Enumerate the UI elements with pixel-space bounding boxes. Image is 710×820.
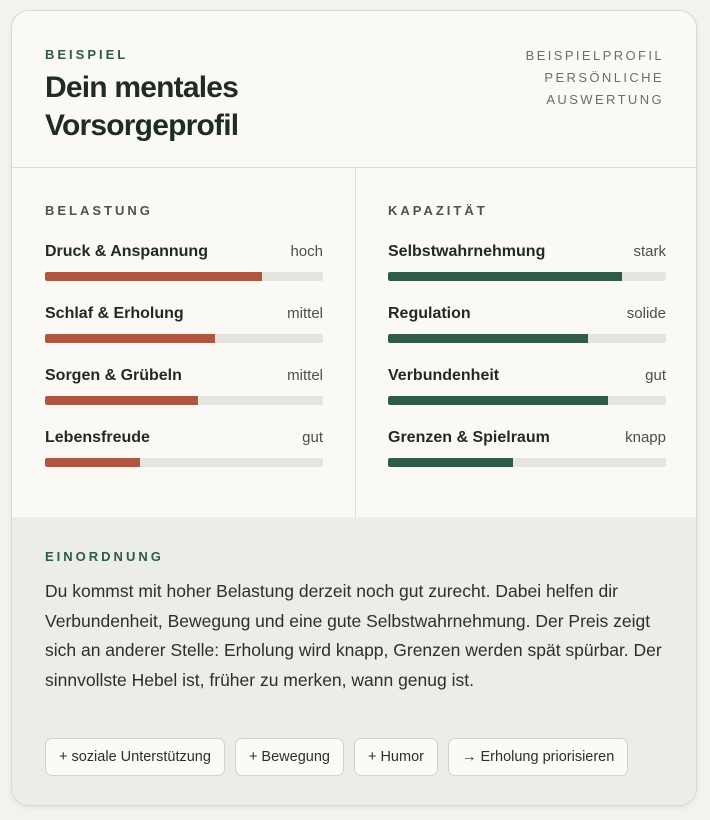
belastung-title: BELASTUNG <box>45 203 153 218</box>
metric-bar-track <box>45 396 323 405</box>
title-line-1: Dein mentales <box>45 71 239 104</box>
metric-bar-fill <box>388 458 513 467</box>
metric-row <box>388 305 666 345</box>
metric-label: Druck & Anspannung <box>45 243 208 260</box>
kapazitaet-title: KAPAZITÄT <box>388 203 488 218</box>
metric-bar-track <box>45 334 323 343</box>
profile-card <box>11 10 697 806</box>
metric-value: gut <box>645 367 666 384</box>
chip-soziale-unterstuetzung[interactable]: + soziale Unterstützung <box>45 738 225 776</box>
meta-line-2: PERSÖNLICHE <box>544 70 664 85</box>
metric-bar-track <box>45 458 323 467</box>
metric-label: Verbundenheit <box>388 367 500 384</box>
title-line-2: Vorsorgeprofil <box>45 109 239 142</box>
suggestion-chips <box>45 738 628 776</box>
metric-value: hoch <box>290 243 323 260</box>
metric-row <box>45 429 323 469</box>
metric-bar-fill <box>45 272 262 281</box>
metric-bar-track <box>45 272 323 281</box>
metric-bar-fill <box>45 334 215 343</box>
metric-bar-fill <box>45 396 198 405</box>
metric-label: Selbstwahrnehmung <box>388 243 546 260</box>
metric-bar-fill <box>388 334 588 343</box>
summary-title: EINORDNUNG <box>45 549 164 564</box>
eyebrow-label: BEISPIEL <box>45 47 129 62</box>
metric-row <box>388 367 666 407</box>
metric-row <box>45 305 323 345</box>
metric-row <box>388 429 666 469</box>
metric-bar-fill <box>45 458 140 467</box>
metric-label: Sorgen & Grübeln <box>45 367 182 384</box>
metric-value: solide <box>626 305 666 322</box>
metric-value: mittel <box>287 367 323 384</box>
metric-value: mittel <box>287 305 323 322</box>
metric-bar-track <box>388 396 666 405</box>
meta-line-3: AUSWERTUNG <box>546 92 664 107</box>
metric-bar-track <box>388 334 666 343</box>
chip-humor[interactable]: + Humor <box>354 738 438 776</box>
metric-value: knapp <box>625 429 666 446</box>
kapazitaet-panel <box>356 167 697 517</box>
metric-bar-track <box>388 272 666 281</box>
metric-bar-fill <box>388 396 608 405</box>
summary-section <box>12 517 696 806</box>
metric-label: Regulation <box>388 305 471 322</box>
belastung-panel <box>12 167 356 517</box>
metric-panels <box>12 167 696 518</box>
metric-bar-fill <box>388 272 622 281</box>
metric-row <box>45 367 323 407</box>
chip-erholung-priorisieren[interactable]: → Erholung priorisieren <box>448 738 628 776</box>
profile-meta <box>526 45 664 111</box>
summary-text: Du kommst mit hoher Belastung derzeit noch gut zurecht. Dabei helfen dir Verbundenheit, Bewegung und eine gute Selbstwahrnehmung. Der Preis zeigt sich an anderer Stelle: Erholung wird knapp, Grenzen werden spät spürbar. Der sinnvollste Hebel ist, früher zu merken, wann genug ist. <box>45 581 662 690</box>
chip-bewegung[interactable]: + Bewegung <box>235 738 344 776</box>
metric-row <box>388 243 666 283</box>
metric-value: gut <box>302 429 323 446</box>
metric-row <box>45 243 323 283</box>
metric-label: Grenzen & Spielraum <box>388 429 550 446</box>
page-title <box>45 69 238 145</box>
meta-line-1: BEISPIELPROFIL <box>525 48 664 63</box>
metric-label: Lebensfreude <box>45 429 150 446</box>
metric-label: Schlaf & Erholung <box>45 305 184 322</box>
metric-value: stark <box>633 243 666 260</box>
metric-bar-track <box>388 458 666 467</box>
profile-header <box>12 11 696 168</box>
